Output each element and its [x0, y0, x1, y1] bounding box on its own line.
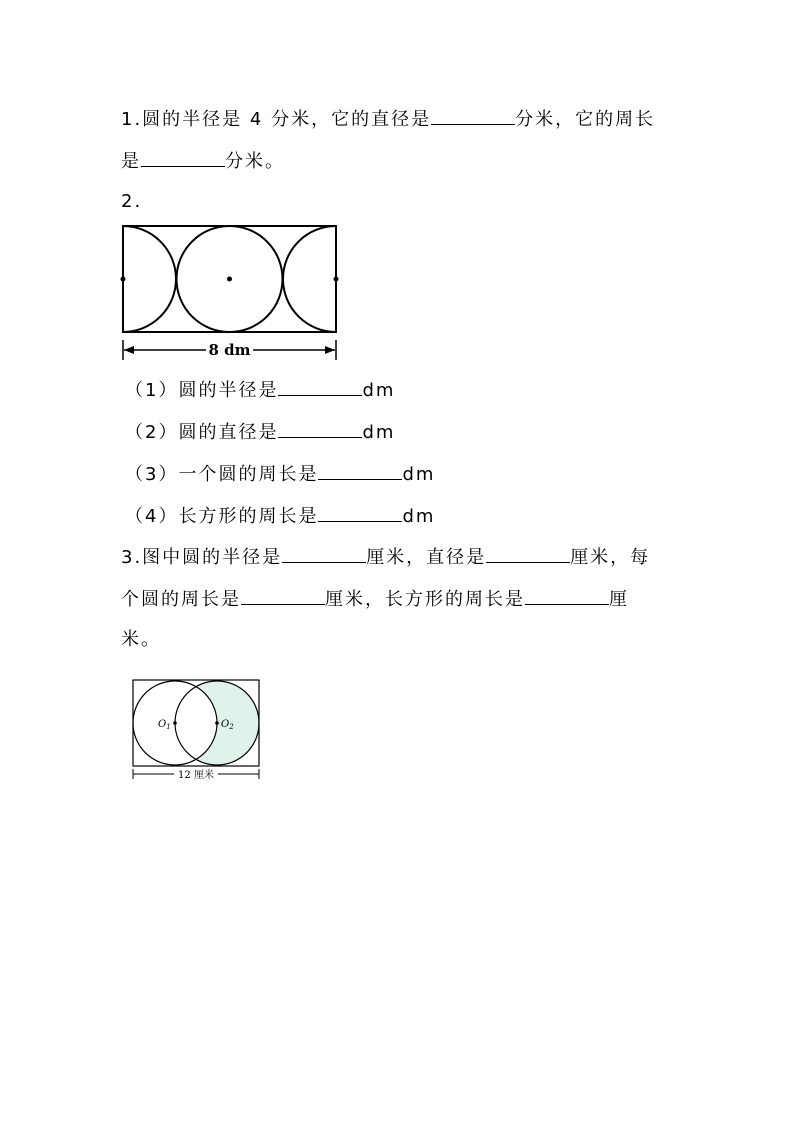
q3-text-c: 厘米，每	[570, 547, 651, 568]
q2-left-center-dot	[121, 277, 126, 282]
q2-number: 2.	[121, 191, 143, 212]
q2-item-1	[125, 377, 395, 403]
q2-middle-center-dot	[227, 277, 232, 282]
q3-blank-rect-perimeter[interactable]	[525, 586, 609, 605]
q3-center-o1	[173, 721, 177, 725]
q2-dim-arrow-right	[325, 346, 335, 354]
q2-item-2-unit: dm	[362, 422, 396, 443]
q2-right-half-circle	[283, 226, 342, 332]
q2-item-3-unit: dm	[402, 464, 436, 485]
q2-dim-arrow-left	[124, 346, 134, 354]
q2-item-4-text: （4）长方形的周长是	[125, 506, 319, 527]
q3-blank-radius[interactable]	[282, 544, 366, 563]
q1-text-c: 是	[121, 151, 141, 172]
q3-width-label: 12 厘米	[178, 770, 214, 781]
q3-text-d: 个圆的周长是	[121, 589, 241, 610]
q3-line-1	[121, 544, 650, 570]
q1-text-a: 1.圆的半径是 4 分米，它的直径是	[121, 109, 432, 130]
q3-line-3: 米。	[121, 629, 161, 650]
q2-item-2-text: （2）圆的直径是	[125, 422, 279, 443]
q3-blank-circumference[interactable]	[241, 586, 325, 605]
q1-blank-circumference[interactable]	[141, 148, 225, 167]
q2-item-2	[125, 419, 395, 445]
q3-label-o1: $O_1$	[158, 719, 171, 731]
q3-center-o2	[215, 721, 219, 725]
q3-text-e: 厘米，长方形的周长是	[325, 589, 525, 610]
q1-line-2	[121, 148, 285, 174]
q2-right-center-dot	[334, 277, 339, 282]
q2-item-1-text: （1）圆的半径是	[125, 380, 279, 401]
q2-figure-rectangle-circles	[118, 222, 342, 364]
q1-text-b: 分米，它的周长	[515, 109, 656, 130]
q3-text-b: 厘米，直径是	[366, 547, 487, 568]
q2-item-4	[125, 503, 435, 529]
q2-item-1-blank[interactable]	[278, 377, 362, 396]
q1-blank-diameter[interactable]	[431, 106, 515, 125]
q3-label-o2: $O_2$	[221, 719, 234, 731]
q2-item-3	[125, 461, 435, 487]
q2-item-1-unit: dm	[362, 380, 396, 401]
q2-item-4-blank[interactable]	[318, 503, 402, 522]
q3-figure-overlapping-circles	[128, 676, 264, 786]
q2-width-label: 8 dm	[208, 341, 251, 359]
q3-blank-diameter[interactable]	[486, 544, 570, 563]
q3-text-f: 厘	[609, 589, 629, 610]
q1-text-d: 分米。	[225, 151, 285, 172]
q2-item-3-blank[interactable]	[318, 461, 402, 480]
q2-left-half-circle	[118, 226, 176, 332]
q3-line-2	[121, 586, 629, 612]
q2-item-3-text: （3）一个圆的周长是	[125, 464, 319, 485]
q3-text-a: 3.图中圆的半径是	[121, 547, 283, 568]
q2-item-2-blank[interactable]	[278, 419, 362, 438]
q1-line-1	[121, 106, 655, 132]
q2-item-4-unit: dm	[402, 506, 436, 527]
